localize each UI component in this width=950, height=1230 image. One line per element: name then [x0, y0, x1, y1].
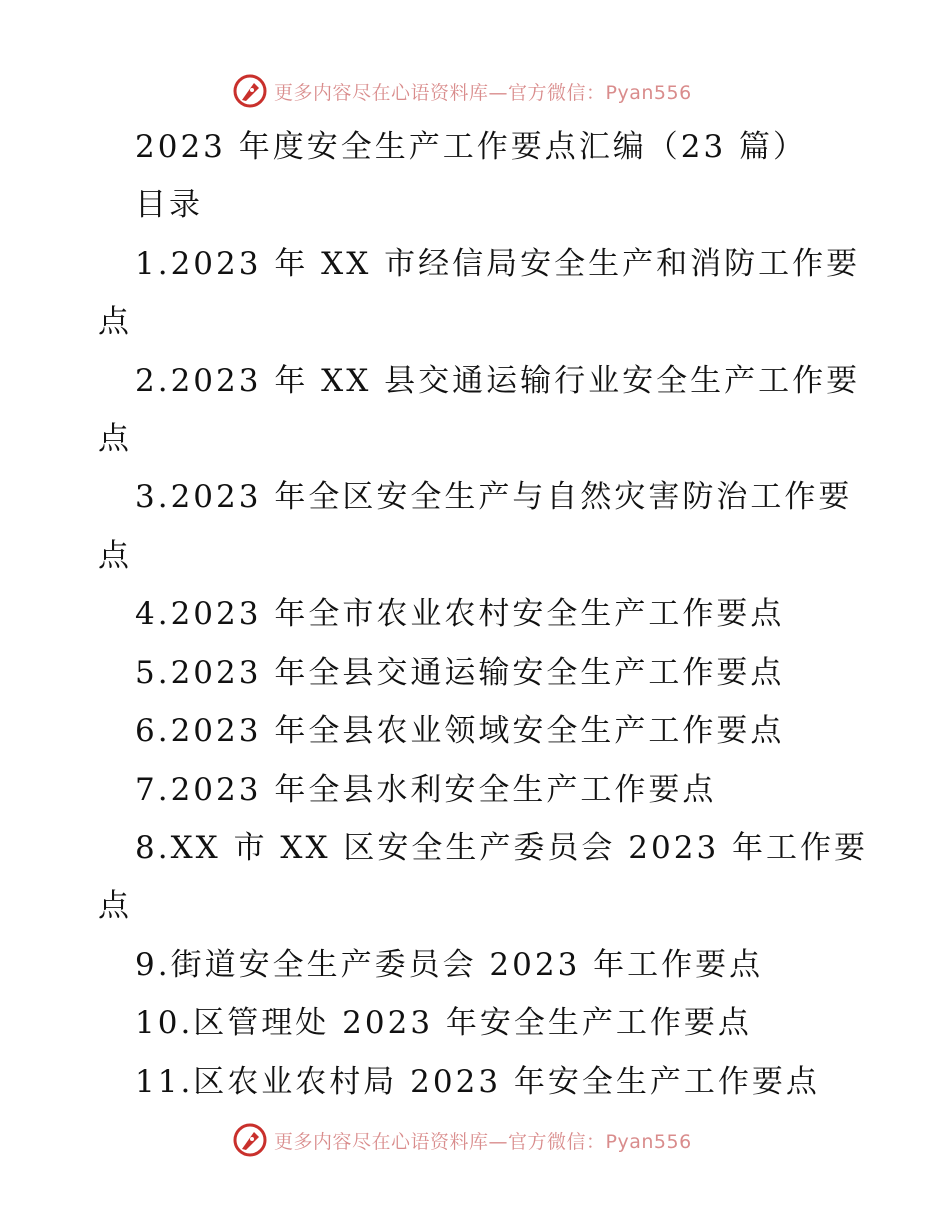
toc-item-5: 5.2023 年全县交通运输安全生产工作要点: [135, 655, 785, 691]
document-title: 2023 年度安全生产工作要点汇编（23 篇）: [135, 129, 808, 165]
toc-item-4: 4.2023 年全市农业农村安全生产工作要点: [135, 596, 785, 632]
watermark-banner-bottom: [232, 1120, 692, 1160]
toc-item-3: 3.2023 年全区安全生产与自然灾害防治工作要: [135, 479, 853, 515]
toc-heading: 目录: [135, 187, 203, 223]
toc-item-11: 11.区农业农村局 2023 年安全生产工作要点: [135, 1064, 820, 1100]
toc-item-8-wrap: 点: [98, 888, 132, 924]
toc-item-7: 7.2023 年全县水利安全生产工作要点: [135, 772, 717, 808]
toc-item-1: 1.2023 年 XX 市经信局安全生产和消防工作要: [135, 246, 861, 282]
toc-item-2-wrap: 点: [98, 421, 132, 457]
toc-item-8: 8.XX 市 XX 区安全生产委员会 2023 年工作要: [135, 830, 869, 866]
pen-nib-logo-icon: [232, 73, 268, 109]
pen-nib-logo-icon: [232, 1122, 268, 1158]
toc-item-9: 9.街道安全生产委员会 2023 年工作要点: [135, 947, 764, 983]
toc-item-1-wrap: 点: [98, 304, 132, 340]
toc-item-3-wrap: 点: [98, 538, 132, 574]
watermark-text: 更多内容尽在心语资料库—官方微信：Pyan556: [274, 81, 692, 104]
toc-item-10: 10.区管理处 2023 年安全生产工作要点: [135, 1005, 752, 1041]
watermark-text: 更多内容尽在心语资料库—官方微信：Pyan556: [274, 1130, 692, 1153]
watermark-banner-top: [232, 71, 692, 111]
toc-item-2: 2.2023 年 XX 县交通运输行业安全生产工作要: [135, 363, 861, 399]
toc-item-6: 6.2023 年全县农业领域安全生产工作要点: [135, 713, 785, 749]
